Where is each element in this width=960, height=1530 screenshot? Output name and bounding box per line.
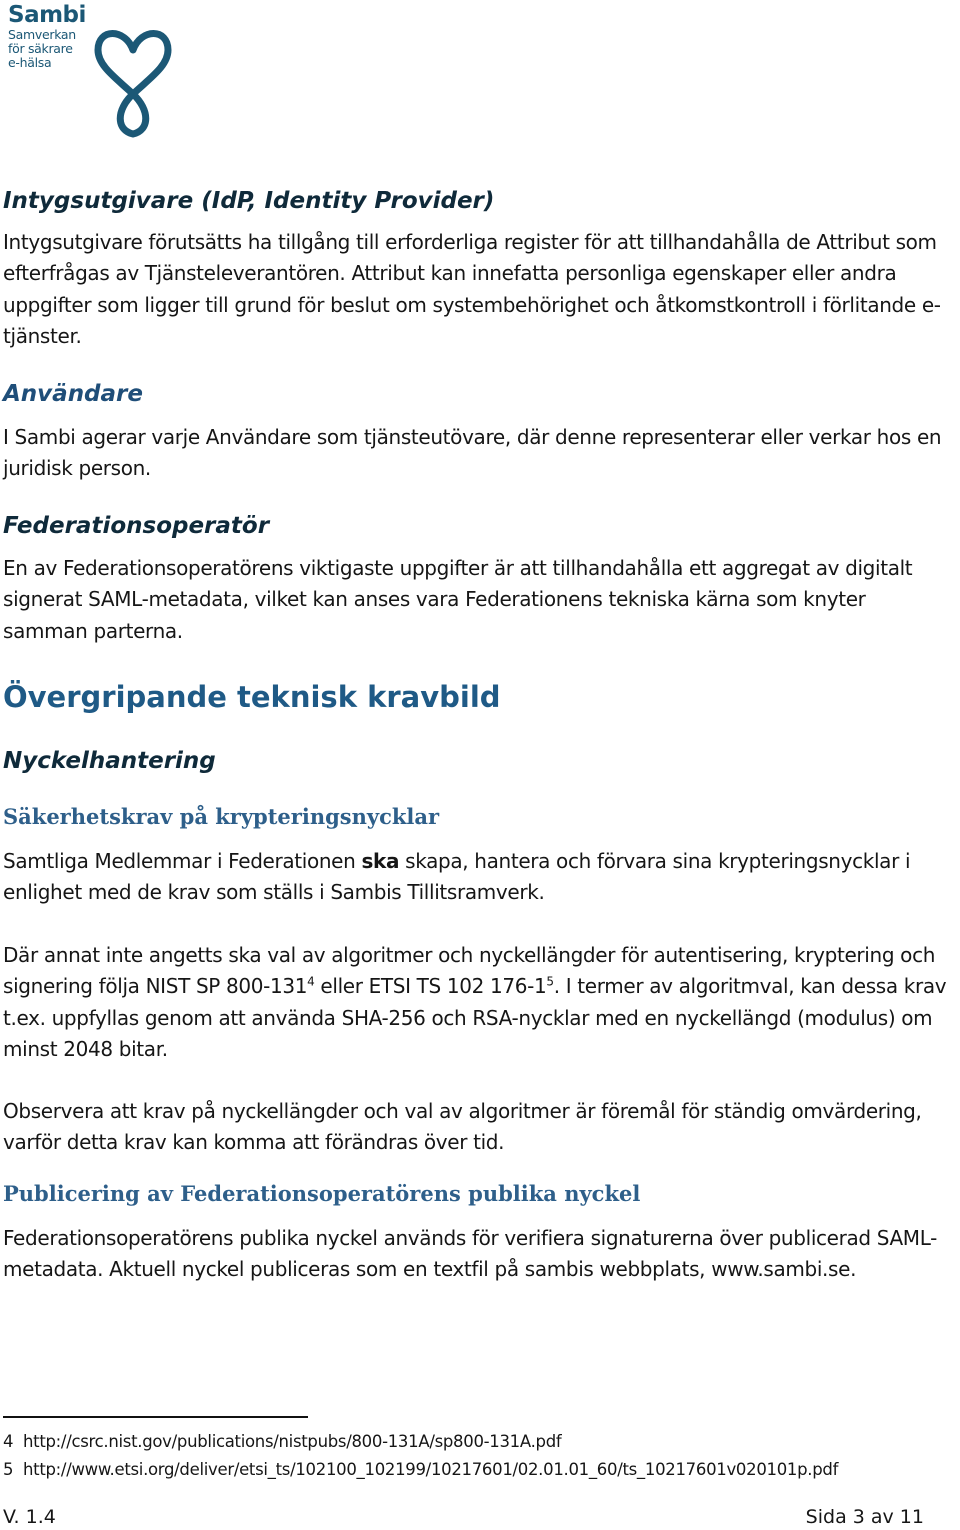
logo-tagline-1: Samverkan [8, 27, 76, 42]
heading-overview: Övergripande teknisk kravbild [3, 680, 501, 714]
paragraph-publish: Federationsoperatörens publika nyckel används för verifiera signaturerna över publicerad SAML-metadata. Aktuell nyckel publiceras som en textfil på sambis webbplats, www.sambi.se. [3, 1226, 938, 1282]
paragraph-keyreq-2 [3, 940, 955, 1065]
heart-ribbon-icon [92, 22, 174, 142]
heading-user: Användare [3, 381, 143, 407]
footnote-number: 4 [3, 1432, 14, 1451]
footer-version: V. 1.4 [3, 1506, 56, 1528]
footnote-ref-5[interactable]: 5 [546, 974, 554, 989]
logo-tagline-3: e-hälsa [8, 55, 52, 70]
sambi-logo [6, 2, 176, 142]
footnote-ref-4[interactable]: 4 [307, 974, 315, 989]
logo-text [8, 2, 86, 70]
paragraph-user: I Sambi agerar varje Användare som tjänsteutövare, där denne representerar eller verkar hos en juridisk person. [3, 425, 942, 481]
keyreq-p1-after: skapa, hantera och förvara sina krypteringsnycklar i enlighet med de krav som ställs i Sambis Tillitsramverk. [3, 849, 911, 905]
keyreq-p2-a: Där annat inte angetts ska val av algoritmer och nyckellängder för autentisering, kryptering och signering följa NIST SP 800-131 [3, 943, 936, 999]
heading-keymgmt: Nyckelhantering [3, 748, 216, 774]
keyreq-p2-c: . I termer av algoritmval, kan dessa krav t.ex. uppfyllas genom att använda SHA-256 och RSA-nycklar med en nyckellängd (modulus) om minst 2048 bitar. [3, 974, 947, 1061]
paragraph-idp: Intygsutgivare förutsätts ha tillgång till erforderliga register för att tillhandahålla de Attribut som efterfrågas av Tjänsteleverantören. Attribut kan innefatta personliga egenskaper eller andra uppgifter som ligger till grund för beslut om systembehörighet och åtkomstkontroll i förlitande e-tjänster. [3, 230, 941, 348]
paragraph-keyreq-3: Observera att krav på nyckellängder och val av algoritmer är föremål för ständig omvärdering, varför detta krav kan komma att förändras över tid. [3, 1099, 922, 1155]
footnote-5 [3, 1460, 838, 1479]
footer-page-number: Sida 3 av 11 [805, 1506, 924, 1528]
footnote-link[interactable]: http://www.etsi.org/deliver/etsi_ts/102100_102199/10217601/02.01.01_60/ts_10217601v020101p.pdf [23, 1460, 839, 1479]
footnote-4 [3, 1432, 561, 1451]
logo-name: Sambi [8, 2, 86, 28]
heading-idp: Intygsutgivare (IdP, Identity Provider) [3, 188, 495, 214]
footnote-divider [3, 1416, 308, 1418]
heading-publish: Publicering av Federationsoperatörens publika nyckel [3, 1181, 641, 1206]
heading-keyreq: Säkerhetskrav på krypteringsnycklar [3, 804, 440, 829]
footnote-number: 5 [3, 1460, 14, 1479]
keyreq-p2-b: eller ETSI TS 102 176-1 [314, 974, 547, 999]
logo-tagline-2: för säkrare [8, 41, 73, 56]
heading-fedop: Federationsoperatör [3, 513, 270, 539]
keyreq-p1-before: Samtliga Medlemmar i Federationen [3, 849, 362, 873]
paragraph-fedop: En av Federationsoperatörens viktigaste uppgifter är att tillhandahålla ett aggregat av digitalt signerat SAML-metadata, vilket kan anses vara Federationens tekniska kärna som knyter samman parterna. [3, 556, 913, 643]
footnote-link[interactable]: http://csrc.nist.gov/publications/nistpubs/800-131A/sp800-131A.pdf [23, 1432, 562, 1451]
keyreq-p1-bold: ska [361, 849, 400, 873]
paragraph-keyreq-1 [3, 846, 955, 909]
